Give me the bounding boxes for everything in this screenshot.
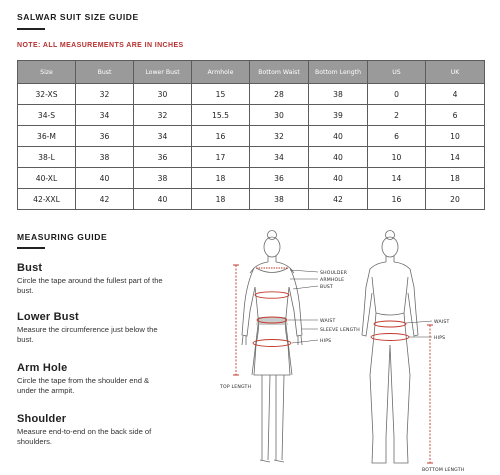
measuring-guide-underline [17, 247, 45, 249]
header-bottom-length: Bottom Length [309, 61, 368, 84]
guide-item-bust [17, 262, 167, 295]
table-cell: 36 [134, 147, 192, 168]
table-cell: 40 [134, 189, 192, 210]
table-row [18, 189, 485, 210]
table-cell: 40-XL [18, 168, 76, 189]
guide-item-text: Measure the circumference just below the bust. [17, 325, 158, 344]
header-size: Size [18, 61, 76, 84]
guide-item-text: Measure end-to-end on the back side of shoulders. [17, 427, 152, 446]
table-cell: 16 [192, 126, 250, 147]
table-cell: 34 [134, 126, 192, 147]
table-cell: 32 [250, 126, 309, 147]
table-cell: 18 [426, 168, 485, 189]
table-cell: 40 [309, 147, 368, 168]
table-cell: 42 [309, 189, 368, 210]
figure-bottom-salwar [362, 231, 418, 464]
label-sleeve-length: SLEEVE LENGTH [320, 328, 360, 333]
table-cell: 34 [76, 105, 134, 126]
table-cell: 40 [309, 126, 368, 147]
table-cell: 10 [368, 147, 426, 168]
header-uk: UK [426, 61, 485, 84]
table-cell: 30 [134, 84, 192, 105]
table-cell: 40 [76, 168, 134, 189]
table-cell: 15.5 [192, 105, 250, 126]
right-figure-callouts [406, 321, 432, 337]
guide-item-text: Circle the tape around the fullest part of the bust. [17, 276, 163, 295]
header-bottom-waist: Bottom Waist [250, 61, 309, 84]
table-row [18, 126, 485, 147]
left-figure-callouts [288, 270, 318, 343]
label-shoulder: SHOULDER [320, 271, 348, 276]
table-cell: 16 [368, 189, 426, 210]
table-cell: 34 [250, 147, 309, 168]
table-cell: 36-M [18, 126, 76, 147]
label-armhole: ARMHOLE [320, 278, 345, 283]
guide-item-heading: Shoulder [17, 413, 67, 425]
table-cell: 28 [250, 84, 309, 105]
guide-item-heading: Lower Bust [17, 311, 79, 323]
table-row [18, 105, 485, 126]
label-top-length: TOP LENGTH [220, 385, 252, 390]
table-cell: 32-XS [18, 84, 76, 105]
table-cell: 40 [309, 168, 368, 189]
table-cell: 32 [134, 105, 192, 126]
guide-item-text: Circle the tape from the shoulder end & under the armpit. [17, 376, 150, 395]
table-header-row [18, 61, 485, 84]
header-lower-bust: Lower Bust [134, 61, 192, 84]
guide-item-heading: Arm Hole [17, 362, 68, 374]
header-armhole: Armhole [192, 61, 250, 84]
label-hips: HIPS [320, 339, 332, 344]
table-cell: 17 [192, 147, 250, 168]
table-cell: 38 [76, 147, 134, 168]
measurement-note: NOTE: ALL MEASUREMENTS ARE IN INCHES [17, 42, 184, 49]
page-title: SALWAR SUIT SIZE GUIDE [17, 12, 139, 22]
table-cell: 18 [192, 189, 250, 210]
guide-item-heading: Bust [17, 262, 43, 274]
table-cell: 6 [426, 105, 485, 126]
size-chart-table [17, 60, 485, 210]
table-cell: 34-S [18, 105, 76, 126]
table-cell: 30 [250, 105, 309, 126]
label-bottom-length: BOTTOM LENGTH [422, 468, 465, 473]
guide-item-arm-hole [17, 362, 167, 395]
table-cell: 10 [426, 126, 485, 147]
table-row [18, 84, 485, 105]
table-row [18, 168, 485, 189]
table-cell: 36 [76, 126, 134, 147]
table-cell: 38 [250, 189, 309, 210]
table-cell: 36 [250, 168, 309, 189]
label-waist: WAIST [320, 319, 336, 324]
table-cell: 4 [426, 84, 485, 105]
measuring-guide-title: MEASURING GUIDE [17, 232, 108, 242]
table-cell: 14 [426, 147, 485, 168]
guide-item-shoulder [17, 413, 167, 446]
guide-item-lower-bust [17, 311, 167, 344]
table-cell: 18 [192, 168, 250, 189]
table-cell: 38-L [18, 147, 76, 168]
table-cell: 38 [134, 168, 192, 189]
header-bust: Bust [76, 61, 134, 84]
table-cell: 42 [76, 189, 134, 210]
table-cell: 2 [368, 105, 426, 126]
right-figure-measure-marks [371, 321, 433, 463]
table-row [18, 147, 485, 168]
table-cell: 14 [368, 168, 426, 189]
table-cell: 42-XXL [18, 189, 76, 210]
title-underline [17, 28, 45, 30]
label-hips-right: HIPS [434, 336, 446, 341]
measurement-figures [200, 225, 500, 475]
table-cell: 39 [309, 105, 368, 126]
table-cell: 15 [192, 84, 250, 105]
table-cell: 20 [426, 189, 485, 210]
table-cell: 0 [368, 84, 426, 105]
label-waist-right: WAIST [434, 320, 450, 325]
table-cell: 6 [368, 126, 426, 147]
label-bust: BUST [320, 285, 334, 290]
table-cell: 38 [309, 84, 368, 105]
table-cell: 32 [76, 84, 134, 105]
header-us: US [368, 61, 426, 84]
